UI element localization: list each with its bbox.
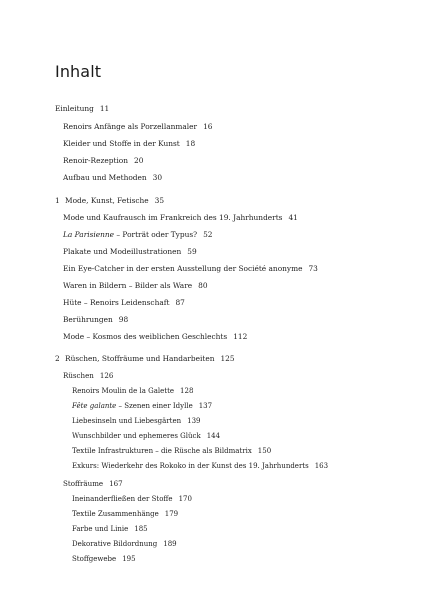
toc-entry-page: 35	[154, 196, 165, 205]
toc-entry	[63, 264, 318, 274]
toc-entry-page: 59	[187, 247, 197, 256]
toc-entry-page: 150	[257, 447, 272, 455]
toc-entry-page: 163	[314, 462, 329, 470]
toc-subentry	[72, 554, 136, 564]
toc-subentry	[72, 494, 192, 504]
toc-entry-page: 87	[175, 298, 185, 307]
toc-entry-page: 73	[308, 264, 318, 273]
toc-entry-title: Renoirs Anfänge als Porzellanmaler	[63, 122, 198, 131]
toc-entry	[63, 298, 185, 308]
toc-entry-page: 128	[180, 387, 194, 395]
toc-entry-page: 189	[163, 540, 177, 548]
toc-entry-title: Plakate und Modeillustrationen	[63, 247, 182, 256]
toc-entry-title: Hüte – Renoirs Leidenschaft	[63, 298, 170, 307]
toc-entry-page: 11	[99, 104, 110, 113]
toc-entry-title: Kleider und Stoffe in der Kunst	[63, 139, 180, 148]
toc-entry-title: Aufbau und Methoden	[63, 173, 147, 182]
toc-chapter-2	[55, 354, 235, 364]
toc-subentry	[72, 539, 177, 549]
toc-entry-italic-title: Fête galante	[72, 402, 117, 410]
toc-entry-page: 16	[203, 122, 213, 131]
toc-entry	[63, 122, 212, 132]
toc-entry-page: 137	[198, 402, 213, 410]
toc-entry-page: 167	[109, 479, 123, 488]
toc-entry	[63, 213, 298, 223]
toc-entry-page: 20	[134, 156, 144, 165]
toc-subentry	[72, 416, 201, 426]
toc-entry	[63, 281, 208, 291]
toc-entry-title: Textile Infrastrukturen – die Rüsche als Bildmatrix	[72, 447, 252, 455]
toc-entry-page: 18	[185, 139, 196, 148]
toc-entry-page: 195	[122, 555, 136, 563]
toc-chapter-number: 2	[55, 354, 60, 363]
toc-entry	[63, 315, 128, 325]
toc-entry	[63, 156, 143, 166]
toc-entry-title: Stoffgewebe	[72, 555, 117, 563]
toc-entry	[63, 247, 197, 257]
toc-entry-title: Ein Eye-Catcher in der ersten Ausstellung der Société anonyme	[63, 264, 303, 273]
toc-entry-title: – Szenen einer Idylle	[116, 402, 193, 410]
toc-entry	[63, 173, 162, 183]
toc-entry	[63, 230, 213, 240]
toc-entry-page: 30	[152, 173, 163, 182]
toc-chapter-1	[55, 196, 164, 206]
toc-subentry	[72, 446, 271, 456]
toc-subentry	[72, 386, 193, 396]
toc-chapter-number: 1	[55, 196, 60, 205]
toc-entry-title: Mode, Kunst, Fetische	[65, 196, 149, 205]
toc-entry	[63, 332, 247, 342]
toc-entry-page: 41	[288, 213, 298, 222]
toc-entry-einleitung	[55, 104, 109, 114]
toc-entry-page: 98	[118, 315, 129, 324]
toc-entry-page: 80	[198, 281, 208, 290]
toc-entry-title: Textile Zusammenhänge	[72, 510, 159, 518]
toc-entry-title: Ineinanderfließen der Stoffe	[72, 495, 173, 503]
toc-entry-page: 126	[99, 371, 114, 380]
toc-entry-page: 144	[206, 432, 221, 440]
toc-entry-page: 52	[203, 230, 213, 239]
toc-section	[63, 371, 113, 381]
toc-section	[63, 479, 123, 489]
toc-entry-page: 179	[164, 510, 179, 518]
toc-subentry	[72, 431, 220, 441]
toc-subentry	[72, 524, 148, 534]
toc-entry-title: Rüschen	[63, 371, 94, 380]
toc-entry-title: – Porträt oder Typus?	[114, 230, 198, 239]
toc-entry-page: 185	[134, 525, 148, 533]
toc-entry-title: Exkurs: Wiederkehr des Rokoko in der Kunst des 19. Jahrhunderts	[72, 462, 309, 470]
toc-entry-title: Farbe und Linie	[72, 525, 129, 533]
toc-entry-title: Wunschbilder und ephemeres Glück	[72, 432, 201, 440]
toc-entry-title: Renoir-Rezeption	[63, 156, 129, 165]
toc-entry	[63, 139, 195, 149]
toc-entry-title: Mode und Kaufrausch im Frankreich des 19. Jahrhunderts	[63, 213, 283, 222]
page-title: Inhalt	[55, 62, 102, 81]
toc-entry-italic-title: La Parisienne	[63, 230, 115, 239]
toc-entry-title: Einleitung	[55, 104, 94, 113]
toc-subentry	[72, 401, 212, 411]
toc-entry-page: 112	[233, 332, 248, 341]
toc-entry-title: Rüschen, Stoffräume und Handarbeiten	[65, 354, 215, 363]
toc-entry-title: Berührungen	[63, 315, 113, 324]
toc-entry-title: Renoirs Moulin de la Galette	[72, 387, 175, 395]
toc-entry-title: Dekorative Bildordnung	[72, 540, 158, 548]
toc-entry-title: Waren in Bildern – Bilder als Ware	[63, 281, 193, 290]
toc-entry-title: Liebesinseln und Liebesgärten	[72, 417, 182, 425]
toc-entry-page: 139	[187, 417, 201, 425]
toc-entry-page: 170	[178, 495, 192, 503]
toc-subentry	[72, 509, 178, 519]
toc-entry-title: Mode – Kosmos des weiblichen Geschlechts	[63, 332, 228, 341]
toc-entry-title: Stoffräume	[63, 479, 104, 488]
toc-subentry	[72, 461, 328, 471]
toc-entry-page: 125	[220, 354, 235, 363]
